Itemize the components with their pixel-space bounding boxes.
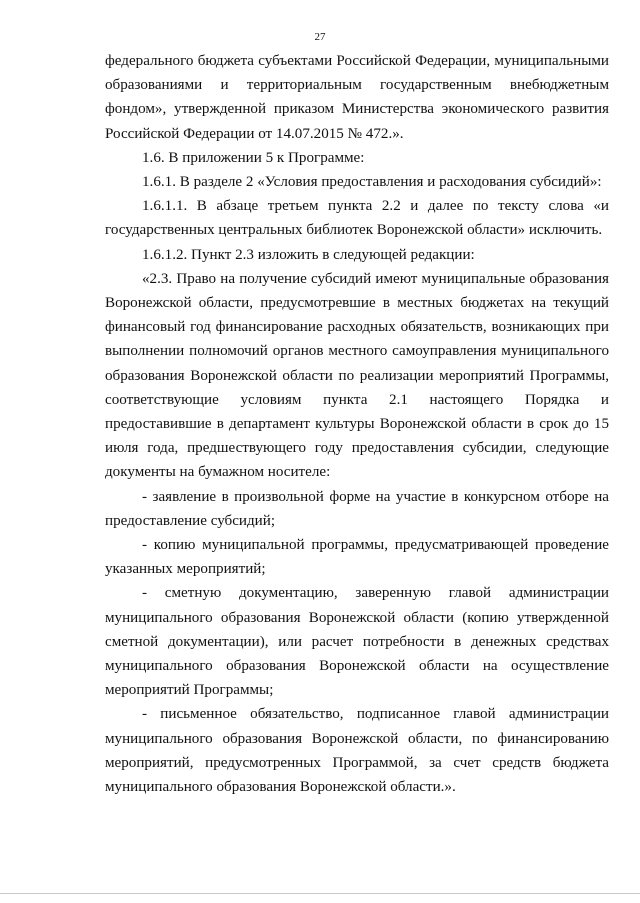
paragraph-continuation: федерального бюджета субъектами Российской Федерации, муниципальными образованиями и территориальным государственным внебюджетным фондом», утвержденной приказом Министерства экономического развития Российской Федерации от 14.07.2015 № 472.». [105, 53, 609, 142]
paragraph-item-1-6-1: 1.6.1. В разделе 2 «Условия предоставления и расходования субсидий»: [142, 174, 602, 191]
list-item-written-obligation: - письменное обязательство, подписанное главой администрации муниципального образования Воронежской области, по финансированию мероприятий, предусмотренных Программой, за счет средств бюджета муниципального образования Воронежской области.». [105, 706, 609, 796]
page-bottom-rule [0, 893, 640, 894]
list-item-application: - заявление в произвольной форме на участие в конкурсном отборе на предоставление субсидий; [105, 488, 609, 529]
paragraph-item-1-6-1-1: 1.6.1.1. В абзаце третьем пункта 2.2 и далее по тексту слова «и государственных центральных библиотек Воронежской области» исключить. [105, 198, 609, 239]
paragraph-item-1-6: 1.6. В приложении 5 к Программе: [142, 149, 365, 166]
page-number: 27 [314, 31, 326, 43]
paragraph-clause-2-3: «2.3. Право на получение субсидий имеют муниципальные образования Воронежской области, предусмотревшие в местных бюджетах на текущий финансовый год финансирование расходных обязательств, возникающих при выполнении полномочий органов местного самоуправления муниципального образования Воронежской области по реализации мероприятий Программы, соответствующие условиям пункта 2.1 настоящего Порядка и предоставившие в департамент культуры Воронежской области в срок до 15 июля года, предшествующего году предоставления субсидии, следующие документы на бумажном носителе: [105, 270, 609, 481]
paragraph-item-1-6-1-2: 1.6.1.2. Пункт 2.3 изложить в следующей редакции: [142, 246, 475, 263]
list-item-estimate-documentation: - сметную документацию, заверенную главой администрации муниципального образования Воронежской области (копию утвержденной сметной документации), или расчет потребности в денежных средствах муниципального образования Воронежской области на осуществление мероприятий Программы; [105, 585, 609, 699]
document-body [105, 49, 609, 799]
list-item-program-copy: - копию муниципальной программы, предусматривающей проведение указанных мероприятий; [105, 537, 609, 578]
